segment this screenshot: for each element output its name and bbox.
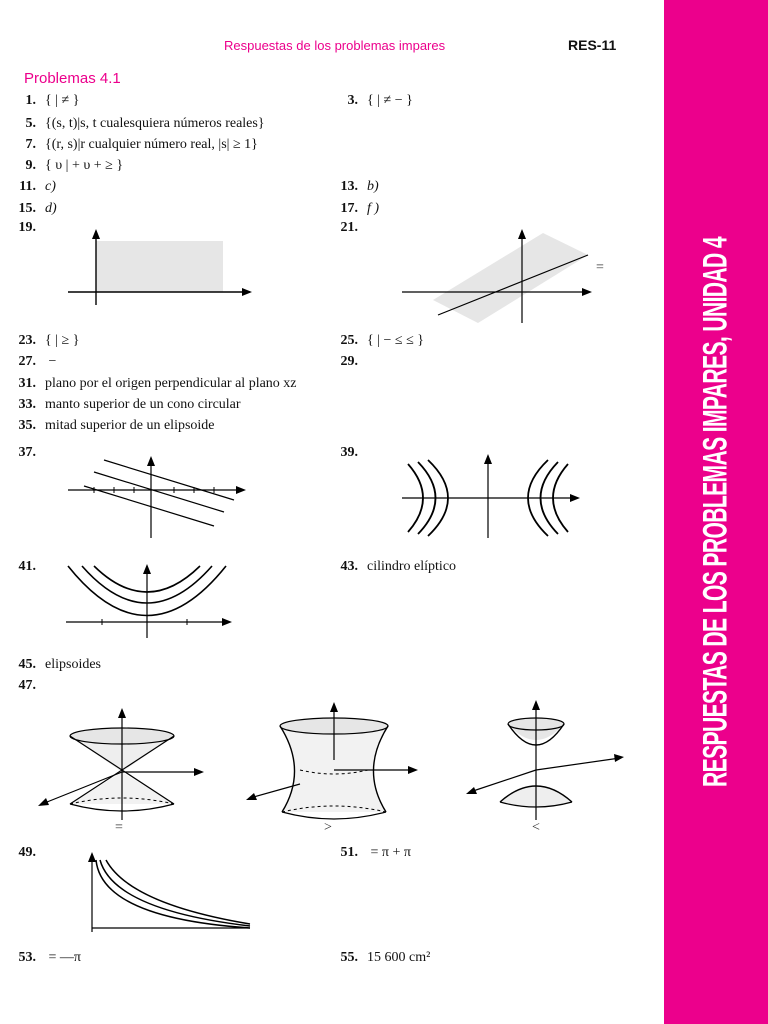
figure-21-caption: =	[596, 260, 604, 275]
figure-47-two-sheet-caption: <	[532, 820, 540, 835]
answer-23: 23. { | ≥ }	[18, 333, 80, 348]
answer-53: 53. = —π	[18, 950, 81, 965]
answer-45: 45. elipsoides	[18, 657, 101, 672]
figure-47-two-sheet	[460, 700, 640, 825]
answer-1: 1. { | ≠ }	[25, 93, 80, 108]
answer-11: 11. c)	[19, 179, 56, 194]
answer-21: 21.	[340, 220, 358, 235]
answer-3: 3. { | ≠ − }	[347, 93, 413, 108]
figure-41	[62, 560, 240, 640]
answer-47: 47.	[18, 678, 36, 693]
answer-29: 29.	[340, 354, 358, 369]
sidebar-title: RESPUESTAS DE LOS PROBLEMAS IMPARES, UNIDAD 4	[696, 237, 735, 787]
figure-47-cone-caption: =	[115, 820, 123, 835]
page-number: RES-11	[568, 37, 617, 53]
answer-41: 41.	[18, 559, 36, 574]
answer-25: 25. { | − ≤ ≤ }	[340, 333, 425, 348]
answer-31: 31. plano por el origen perpendicular al plano xz	[18, 376, 297, 391]
figure-47-hyperboloid-caption: >	[324, 820, 332, 835]
answer-51: 51. = π + π	[340, 845, 411, 860]
answer-17: 17. f )	[340, 201, 380, 216]
figure-37	[64, 452, 254, 542]
answer-33: 33. manto superior de un cono circular	[18, 397, 241, 412]
figure-19	[60, 225, 260, 310]
answer-9: 9. { υ | + υ + ≥ }	[25, 158, 124, 173]
figure-49	[70, 848, 260, 938]
answer-43: 43. cilindro elíptico	[340, 559, 457, 574]
answer-49: 49.	[18, 845, 36, 860]
answer-13: 13. b)	[340, 179, 379, 194]
figure-21	[398, 225, 608, 325]
answer-37: 37.	[18, 445, 36, 460]
section-title: Problemas 4.1	[24, 70, 121, 87]
answer-15: 15. d)	[18, 201, 57, 216]
answer-27: 27. −	[18, 354, 57, 369]
answer-7: 7. {(r, s)|r cualquier número real, |s| ≥ 1}	[25, 137, 258, 152]
answer-55: 55. 15 600 cm²	[340, 950, 431, 965]
figure-47-hyperboloid	[240, 700, 430, 825]
answer-19: 19.	[18, 220, 36, 235]
answer-39: 39.	[340, 445, 358, 460]
figure-39	[398, 450, 588, 542]
page-header-title: Respuestas de los problemas impares	[224, 38, 446, 53]
answer-5: 5. {(s, t)|s, t cualesquiera números reales}	[25, 116, 265, 131]
answer-35: 35. mitad superior de un elipsoide	[18, 418, 215, 433]
figure-47-cone	[30, 700, 220, 825]
